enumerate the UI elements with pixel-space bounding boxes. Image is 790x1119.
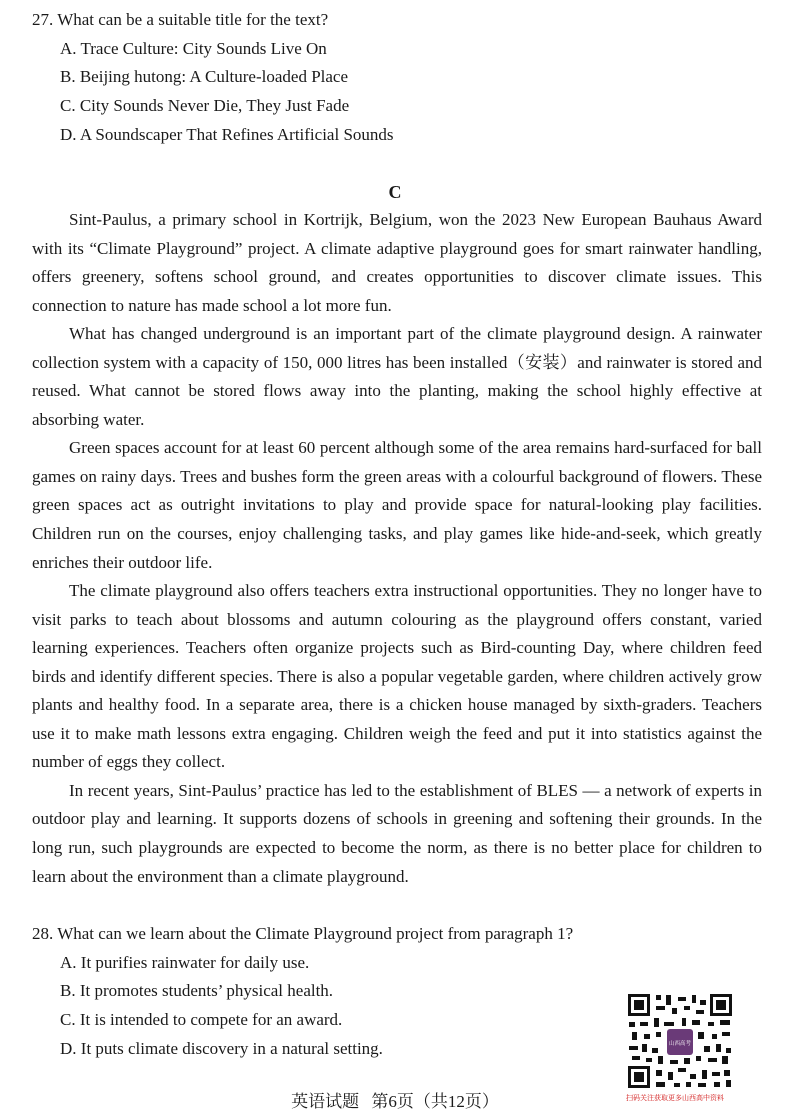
page-footer	[0, 1088, 790, 1117]
passage	[32, 206, 762, 891]
option-a: A. Trace Culture: City Sounds Live On	[60, 38, 327, 58]
question-27	[32, 6, 762, 150]
paragraph-5: In recent years, Sint-Paulus’ practice has led to the establishment of BLES — a network of experts in outdoor play and learning. It supports dozens of schools in greening and softening their grounds. In the long run, such playgrounds are expected to become the norm, as there is no better place for children to learn about the environment than a climate playground.	[32, 780, 762, 886]
option-b: B. It promotes students’ physical health.	[60, 981, 334, 1001]
qr-caption: 扫码关注获取更多山西高中资料	[626, 1094, 724, 1102]
paragraph-2: What has changed underground is an important part of the climate playground design. A rainwater collection system with a capacity of 150, 000 litres has been installed（安装）and rainwater is stored and reused. What cannot be stored flows away into the planting, making the school highly effective at absorbing water.	[32, 324, 762, 429]
qr-logo-text: 山西高考	[668, 1041, 692, 1047]
option-d: D. It puts climate discovery in a natural setting.	[60, 1038, 383, 1058]
option-b: B. Beijing hutong: A Culture-loaded Place	[60, 67, 349, 87]
qr-code-icon[interactable]	[626, 992, 734, 1090]
paragraph-3: Green spaces account for at least 60 percent although some of the area remains hard-surfaced for ball games on rainy days. Trees and bushes form the green areas with a colourful background of flowers. These green spaces act as outright invitations to play and provide space for natural-looking play facilities. Children run on the courses, enjoy challenging tasks, and play games like hide-and-seek, which greatly enriches their outdoor life.	[32, 438, 762, 572]
question-stem: 27. What can be a suitable title for the text?	[32, 10, 329, 29]
question-stem: 28. What can we learn about the Climate Playground project from paragraph 1?	[32, 924, 574, 943]
option-a: A. It purifies rainwater for daily use.	[60, 952, 310, 972]
footer-subject: 英语试题	[291, 1092, 360, 1111]
option-c: C. City Sounds Never Die, They Just Fade	[60, 96, 350, 116]
paragraph-1: Sint-Paulus, a primary school in Kortrijk, Belgium, won the 2023 New European Bauhaus Award with its “Climate Playground” project. A climate adaptive playground goes for smart rainwater handling, offers greenery, softens school ground, and creates opportunities to discover climate issues. This connection to nature has made school a lot more fun.	[32, 210, 762, 315]
section-heading: C	[388, 182, 402, 202]
option-d: D. A Soundscaper That Refines Artificial Sounds	[60, 124, 394, 144]
paragraph-4: The climate playground also offers teachers extra instructional opportunities. They no longer have to visit parks to teach about blossoms and autumn colouring as the playground offers constant, varied learning experiences. Teachers often organize projects such as Bird-counting Day, where children feed birds and identify different species. There is also a popular vegetable garden, where children actively grow plants and healthy food. In a separate area, there is a chicken house managed by sixth-graders. Teachers use it to make math lessons extra engaging. Children weigh the feed and put it into statistics against the number of eggs they collect.	[32, 581, 762, 772]
footer-page-number: 第6页（共12页）	[371, 1092, 499, 1111]
option-c: C. It is intended to compete for an award.	[60, 1010, 343, 1030]
